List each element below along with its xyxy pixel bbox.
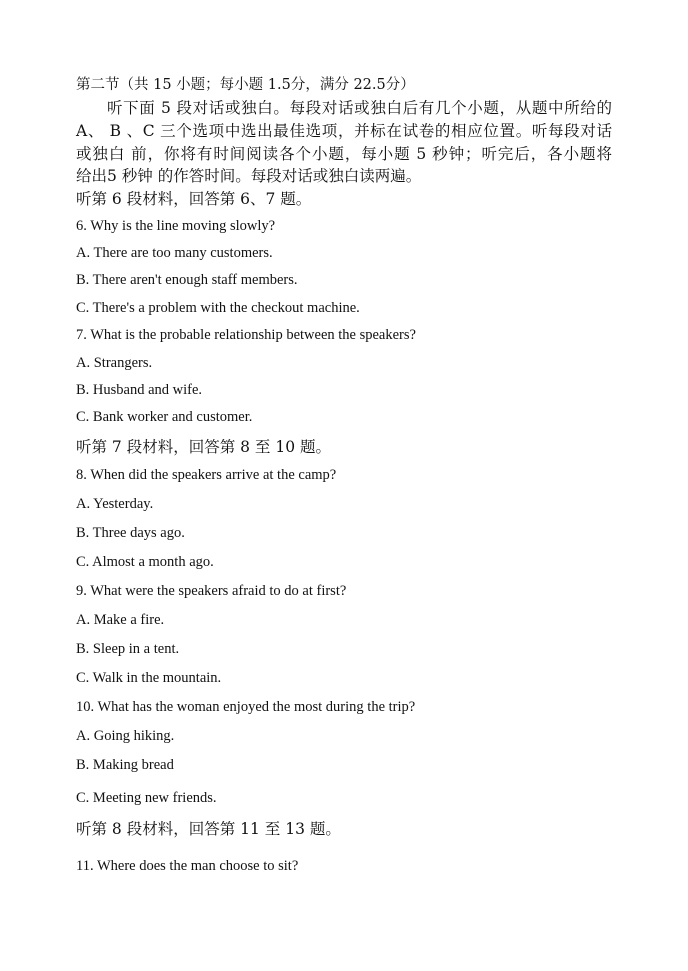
question-7: 7. What is the probable relationship between the speakers? (76, 327, 416, 343)
question-9: 9. What were the speakers afraid to do at first? (76, 583, 347, 599)
question-9-option-b: B. Sleep in a tent. (76, 641, 180, 657)
question-6: 6. Why is the line moving slowly? (76, 218, 276, 234)
group-intro-1: 听第 6 段材料，回答第 6、7 题。 (76, 190, 312, 208)
instruction-line-4: 给出5 秒钟 的作答时间。每段对话或独白读两遍。 (76, 167, 422, 185)
question-8-option-c: C. Almost a month ago. (76, 554, 214, 570)
instruction-line-3: 或独白 前，你将有时间阅读各个小题，每小题 5 秒钟；听完后，各小题将 (76, 145, 612, 163)
question-8-option-a: A. Yesterday. (76, 496, 154, 512)
question-6-option-b: B. There aren't enough staff members. (76, 272, 298, 288)
question-6-option-c: C. There's a problem with the checkout machine. (76, 300, 360, 316)
question-7-option-a: A. Strangers. (76, 355, 153, 371)
question-7-option-b: B. Husband and wife. (76, 382, 203, 398)
question-10-option-a: A. Going hiking. (76, 728, 175, 744)
instruction-line-1: 听下面 5 段对话或独白。每段对话或独白后有几个小题，从题中所给的 (107, 99, 612, 117)
question-8: 8. When did the speakers arrive at the camp? (76, 467, 337, 483)
question-6-option-a: A. There are too many customers. (76, 245, 273, 261)
question-7-option-c: C. Bank worker and customer. (76, 409, 253, 425)
question-9-option-c: C. Walk in the mountain. (76, 670, 222, 686)
group-intro-3: 听第 8 段材料，回答第 11 至 13 题。 (76, 820, 341, 838)
question-10: 10. What has the woman enjoyed the most during the trip? (76, 699, 416, 715)
question-10-option-c: C. Meeting new friends. (76, 790, 217, 806)
question-10-option-b: B. Making bread (76, 757, 174, 773)
question-11: 11. Where does the man choose to sit? (76, 858, 299, 874)
question-8-option-b: B. Three days ago. (76, 525, 185, 541)
question-9-option-a: A. Make a fire. (76, 612, 165, 628)
group-intro-2: 听第 7 段材料，回答第 8 至 10 题。 (76, 438, 332, 456)
section-header: 第二节（共 15 小题；每小题 1.5分，满分 22.5分） (76, 77, 415, 93)
instruction-line-2: A、 B 、C 三个选项中选出最佳选项，并标在试卷的相应位置。听每段对话 (76, 122, 612, 140)
